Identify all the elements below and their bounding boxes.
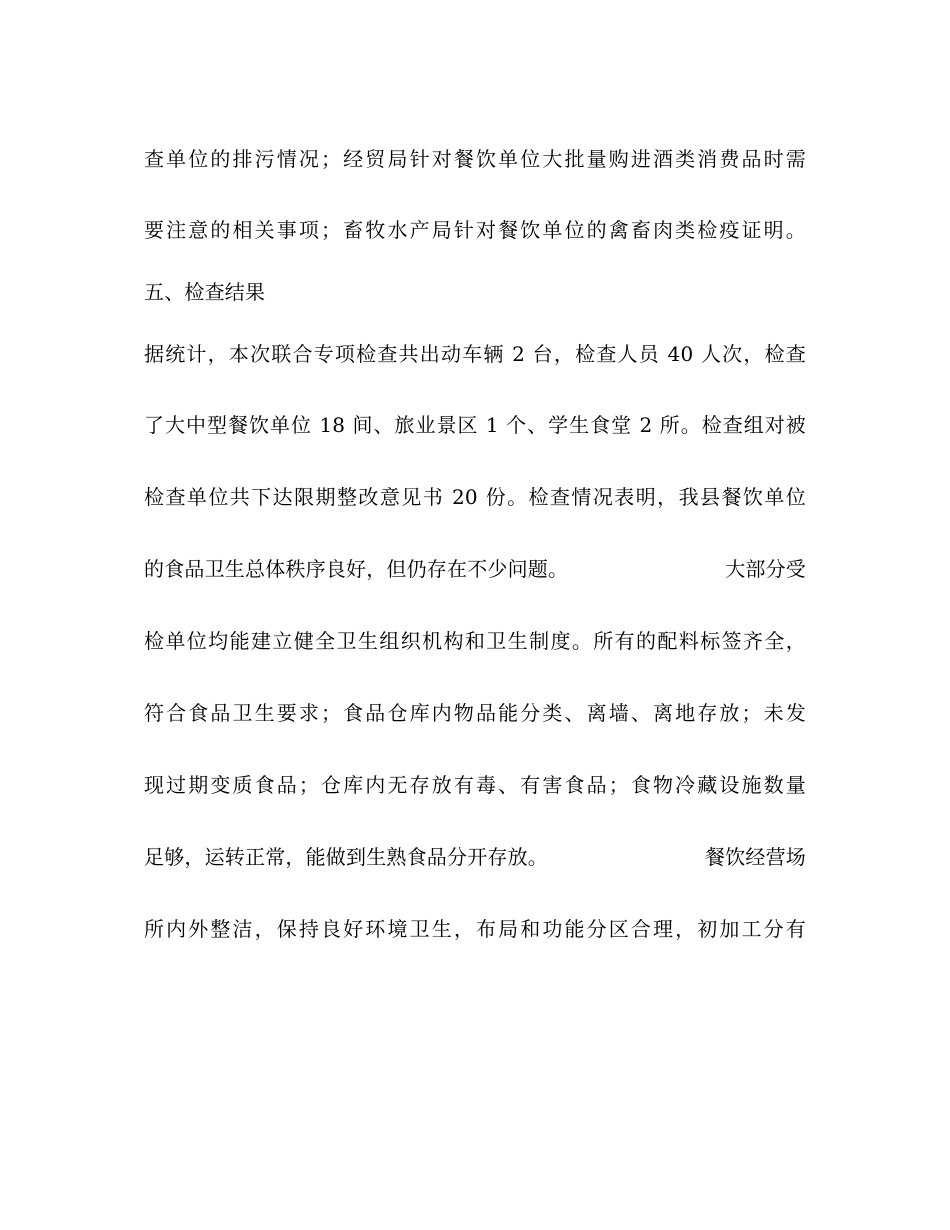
paragraph-line-1: 查单位的排污情况；经贸局针对餐饮单位大批量购进酒类消费品时需 <box>144 147 806 171</box>
paragraph-line-7: 检单位均能建立健全卫生组织机构和卫生制度。所有的配料标签齐全， <box>144 629 806 653</box>
paragraph-line-10 <box>144 844 806 870</box>
paragraph-line-5: 检查单位共下达限期整改意见书 20 份。检查情况表明，我县餐饮单位 <box>144 485 806 509</box>
paragraph-line-11: 所内外整洁，保持良好环境卫生，布局和功能分区合理，初加工分有 <box>144 917 806 941</box>
section-heading: 五、检查结果 <box>144 280 266 304</box>
paragraph-line-4: 了大中型餐饮单位 18 间、旅业景区 1 个、学生食堂 2 所。检查组对被 <box>144 413 806 437</box>
paragraph-line-10-left: 足够，运转正常，能做到生熟食品分开存放。 <box>144 845 548 869</box>
paragraph-line-2: 要注意的相关事项；畜牧水产局针对餐饮单位的禽畜肉类检疫证明。 <box>144 218 806 242</box>
paragraph-line-6-left: 的食品卫生总体秩序良好，但仍存在不少问题。 <box>144 557 569 581</box>
paragraph-line-6-right: 大部分受 <box>725 557 806 581</box>
paragraph-line-10-right: 餐饮经营场 <box>705 845 806 869</box>
paragraph-line-8: 符合食品卫生要求；食品仓库内物品能分类、离墙、离地存放；未发 <box>144 701 806 725</box>
paragraph-line-3: 据统计，本次联合专项检查共出动车辆 2 台，检查人员 40 人次，检查 <box>144 342 806 366</box>
paragraph-line-9: 现过期变质食品；仓库内无存放有毒、有害食品；食物冷藏设施数量 <box>144 773 806 797</box>
paragraph-line-6 <box>144 556 806 582</box>
